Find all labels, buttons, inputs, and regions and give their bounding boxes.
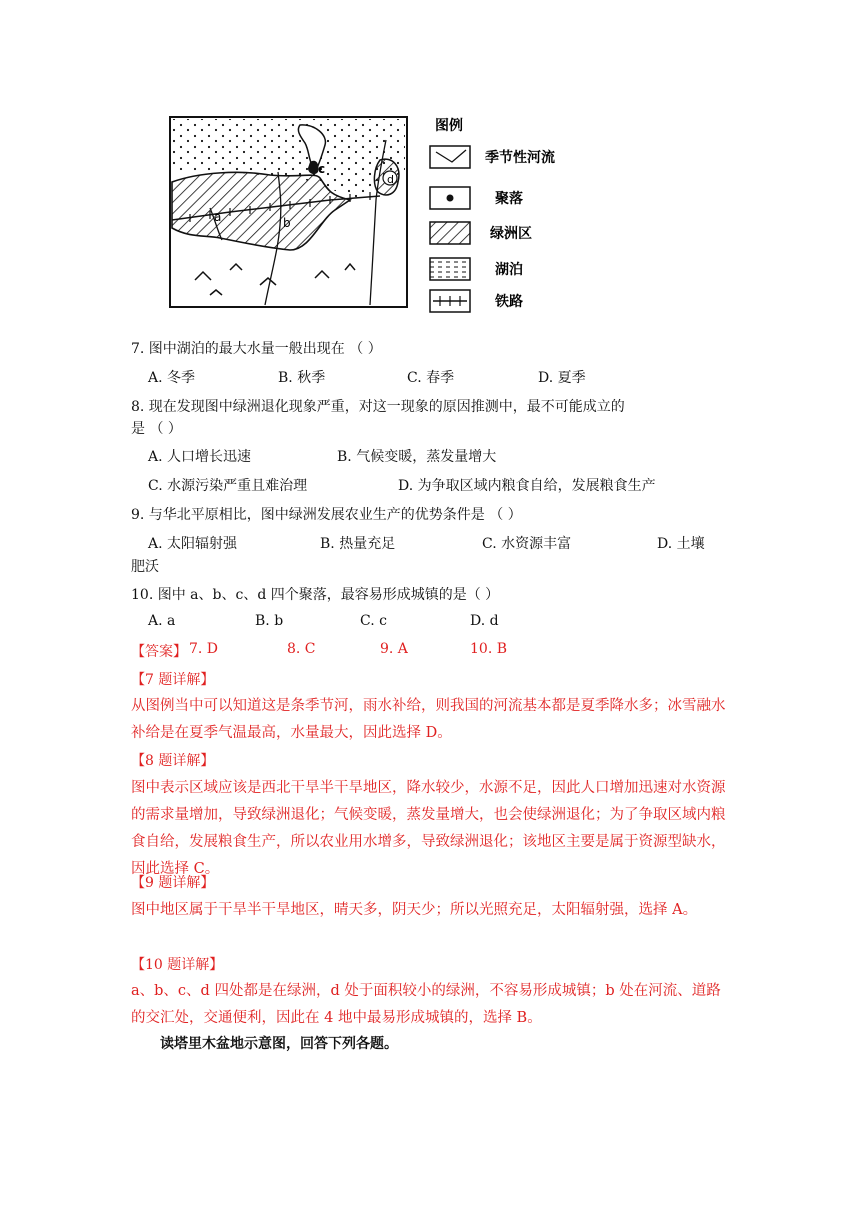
q9-option-b: B. 热量充足	[320, 536, 396, 552]
explanation-7-title: 【7 题详解】	[131, 672, 215, 688]
map-figure	[150, 100, 570, 315]
q8-option-b: B. 气候变暖，蒸发量增大	[337, 449, 497, 465]
explanation-9-text: 图中地区属于干旱半干旱地区，晴天多，阴天少；所以光照充足，太阳辐射强，选择 A。	[131, 902, 698, 918]
oasis-icon	[430, 222, 470, 244]
answer-10: 10. B	[470, 641, 508, 657]
settlement-icon	[430, 187, 470, 209]
q10-option-c: C. c	[360, 613, 387, 629]
answer-7: 7. D	[189, 641, 219, 657]
explanation-10-text: a、b、c、d 四处都是在绿洲，d 处于面积较小的绿洲，不容易形成城镇；b 处在河流、道路的交汇处，交通便利，因此在 4 地中最易形成城镇的，选择 B。	[131, 983, 721, 1026]
explanation-10-title: 【10 题详解】	[131, 957, 224, 973]
answer-label: 【答案】	[131, 644, 187, 660]
q8-stem: 8. 现在发现图中绿洲退化现象严重，对这一现象的原因推测中，最不可能成立的	[131, 399, 625, 415]
label-c: c	[318, 162, 326, 176]
q8-option-a: A. 人口增长迅速	[148, 449, 252, 465]
q10-option-d: D. d	[470, 613, 499, 629]
q10-option-a: A. a	[148, 613, 176, 629]
answer-8: 8. C	[287, 641, 316, 657]
q7-option-a: A. 冬季	[148, 370, 196, 386]
q10-stem: 10. 图中 a、b、c、d 四个聚落，最容易形成城镇的是（ ）	[131, 587, 500, 603]
q9-stem: 9. 与华北平原相比，图中绿洲发展农业生产的优势条件是 （ ）	[131, 507, 522, 523]
lake-icon	[430, 258, 470, 280]
explanation-8-text: 图中表示区域应该是西北干旱半干旱地区，降水较少，水源不足，因此人口增加迅速对水资源的需求量增加，导致绿洲退化；气候变暖，蒸发量增大，也会使绿洲退化；为了争取区域内粮食自给，发展粮食生产，所以农业用水增多，导致绿洲退化；该地区主要是属于资源型缺水，因此选择 C。	[131, 780, 726, 877]
q8-stem-wrap: 是 （ ）	[131, 421, 182, 437]
q7-option-d: D. 夏季	[538, 370, 586, 386]
legend-label-settlement: 聚落	[495, 191, 523, 207]
label-d: d	[387, 173, 394, 186]
q7-option-c: C. 春季	[407, 370, 455, 386]
q10-option-b: B. b	[255, 613, 284, 629]
seasonal-river-icon	[430, 146, 470, 168]
answer-9: 9. A	[380, 641, 408, 657]
q9-option-d: D. 土壤	[657, 536, 705, 552]
q7-option-b: B. 秋季	[278, 370, 326, 386]
explanation-7-text: 从图例当中可以知道这是条季节河，雨水补给，则我国的河流基本都是夏季降水多；冰雪融水补给是在夏季气温最高，水量最大，因此选择 D。	[131, 698, 726, 741]
label-b: b	[283, 216, 291, 230]
q9-option-a: A. 太阳辐射强	[148, 536, 238, 552]
legend-label-river: 季节性河流	[485, 150, 555, 166]
q8-option-c: C. 水源污染严重且难治理	[148, 478, 308, 494]
legend-label-railway: 铁路	[495, 294, 523, 310]
explanation-9-title: 【9 题详解】	[131, 875, 215, 891]
q9-option-c: C. 水资源丰富	[482, 536, 572, 552]
legend-label-lake: 湖泊	[495, 262, 523, 278]
railway-icon	[430, 290, 470, 312]
label-a: a	[214, 210, 222, 224]
explanation-8-title: 【8 题详解】	[131, 753, 215, 769]
q7-stem: 7. 图中湖泊的最大水量一般出现在 （ ）	[131, 341, 382, 357]
legend-title: 图例	[435, 118, 463, 134]
q9-option-d-wrap: 肥沃	[131, 559, 159, 575]
next-section-lead: 读塔里木盆地示意图，回答下列各题。	[160, 1036, 398, 1052]
legend-label-oasis: 绿洲区	[490, 226, 532, 242]
q8-option-d: D. 为争取区域内粮食自给，发展粮食生产	[398, 478, 656, 494]
